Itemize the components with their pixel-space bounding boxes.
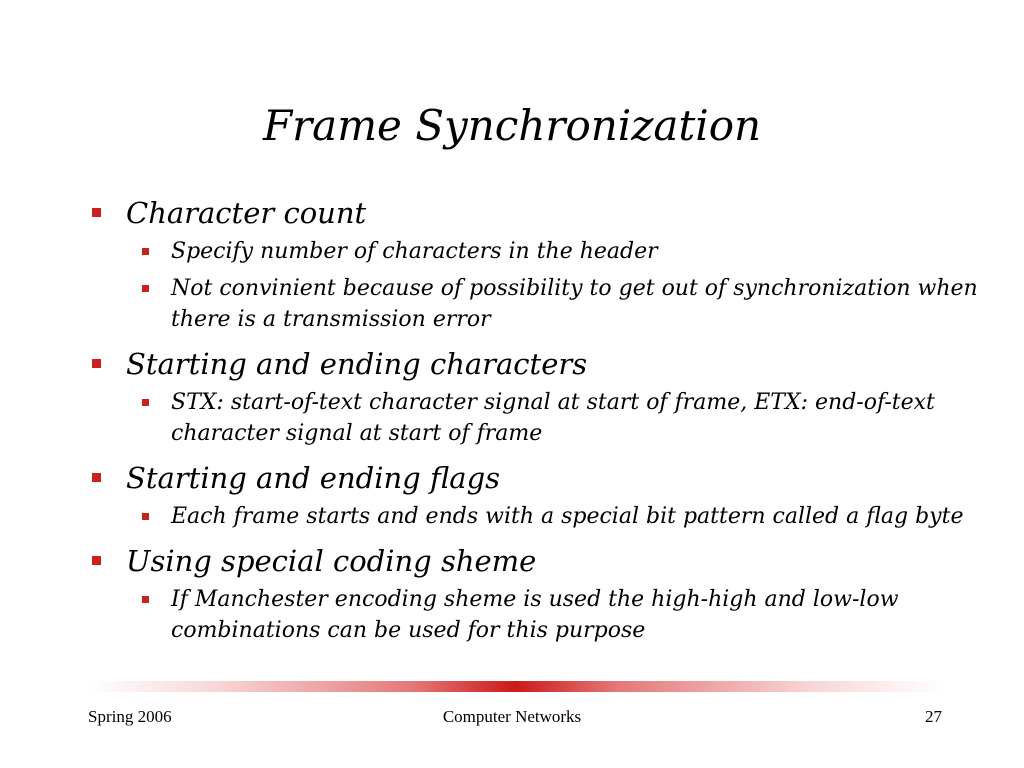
sub-bullet-text: Specify number of characters in the header [171,239,658,264]
square-bullet-icon [142,285,149,292]
square-bullet-icon [142,248,149,255]
sub-bullet-text: STX: start-of-text character signal at start of frame, ETX: end-of-text character signal at start of frame [171,390,935,446]
square-bullet-icon [92,208,101,217]
bullet-text: Character count [126,196,367,230]
square-bullet-icon [142,399,149,406]
sub-bullet-text: Each frame starts and ends with a special bit pattern called a flag byte [171,504,964,529]
footer-date: Spring 2006 [88,707,172,726]
bullet-list [90,196,1010,646]
slide-title: Frame Synchronization [262,101,762,150]
bullet-text: Starting and ending characters [126,347,588,381]
bullet-text: Using special coding sheme [126,544,537,578]
bullet-item [90,544,1010,578]
sub-bullet-item [140,501,1010,532]
square-bullet-icon [92,359,101,368]
bullet-item [90,196,1010,230]
square-bullet-icon [142,596,149,603]
square-bullet-icon [92,556,101,565]
sub-bullet-item [140,236,1010,267]
sub-bullet-text: If Manchester encoding sheme is used the high-high and low-low combinations can be used for this purpose [171,587,899,643]
sub-bullet-text: Not convinient because of possibility to get out of synchronization when there is a transmission error [171,276,978,332]
square-bullet-icon [142,513,149,520]
bullet-item [90,347,1010,381]
footer-course: Computer Networks [442,707,582,726]
bullet-text: Starting and ending flags [126,461,501,495]
sub-bullet-item [140,387,1010,449]
sub-bullet-item [140,273,1010,335]
footer-divider [87,681,943,692]
square-bullet-icon [92,473,101,482]
bullet-item [90,461,1010,495]
sub-bullet-item [140,584,1010,646]
slide-number: 27 [925,707,942,726]
